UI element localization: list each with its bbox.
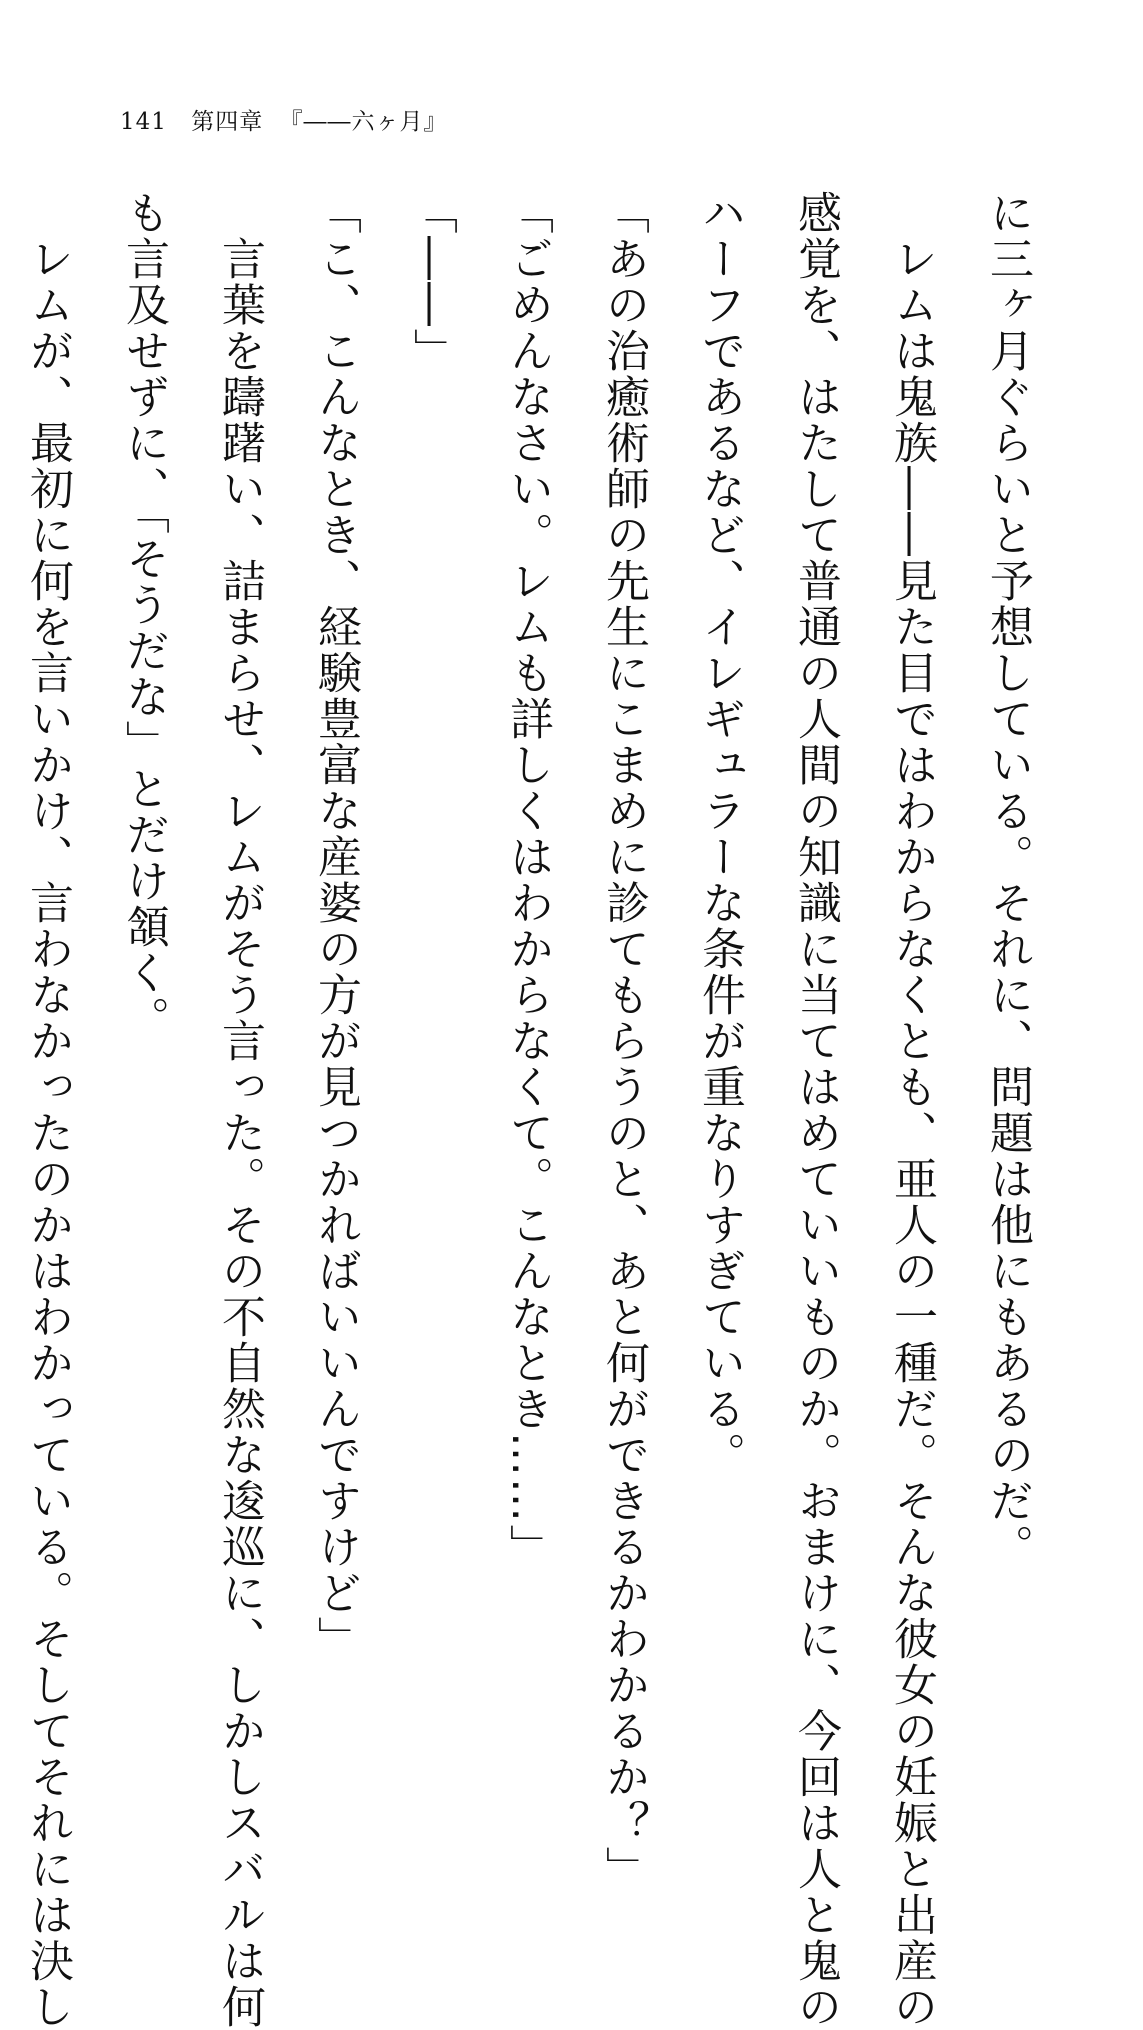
chapter-label: 第四章 xyxy=(191,109,264,135)
text-line: レムが、最初に何を言いかけ、言わなかったのかはわかっている。そしてそれには決し xyxy=(22,190,73,2030)
running-head xyxy=(120,103,448,136)
body-text xyxy=(22,190,1055,2030)
text-line: 「あの治癒術師の先生にこまめに診てもらうのと、あと何ができるかわかるか？」 xyxy=(598,190,649,1892)
text-line: レムは鬼族――見た目ではわからなくとも、亜人の一種だ。そんな彼女の妊娠と出産の xyxy=(886,190,937,2030)
text-line: 「ごめんなさい。レムも詳しくはわからなくて。こんなとき……」 xyxy=(502,190,553,1570)
text-line: も言及せずに、「そうだな」とだけ頷く。 xyxy=(118,190,169,1042)
text-line: 感覚を、はたして普通の人間の知識に当てはめていいものか。おまけに、今回は人と鬼の xyxy=(790,190,841,2030)
text-line: 言葉を躊躇い、詰まらせ、レムがそう言った。その不自然な逡巡に、しかしスバルは何 xyxy=(214,190,265,2030)
text-line: ハーフであるなど、イレギュラーな条件が重なりすぎている。 xyxy=(694,190,745,1478)
chapter-title: 『――六ヶ月』 xyxy=(279,109,448,135)
text-line: 「――」 xyxy=(406,190,457,374)
page-number: 141 xyxy=(120,109,167,135)
text-line: に三ヶ月ぐらいと予想している。それに、問題は他にもあるのだ。 xyxy=(982,190,1033,1570)
text-line: 「こ、こんなとき、経験豊富な産婆の方が見つかればいいんですけど」 xyxy=(310,190,361,1662)
